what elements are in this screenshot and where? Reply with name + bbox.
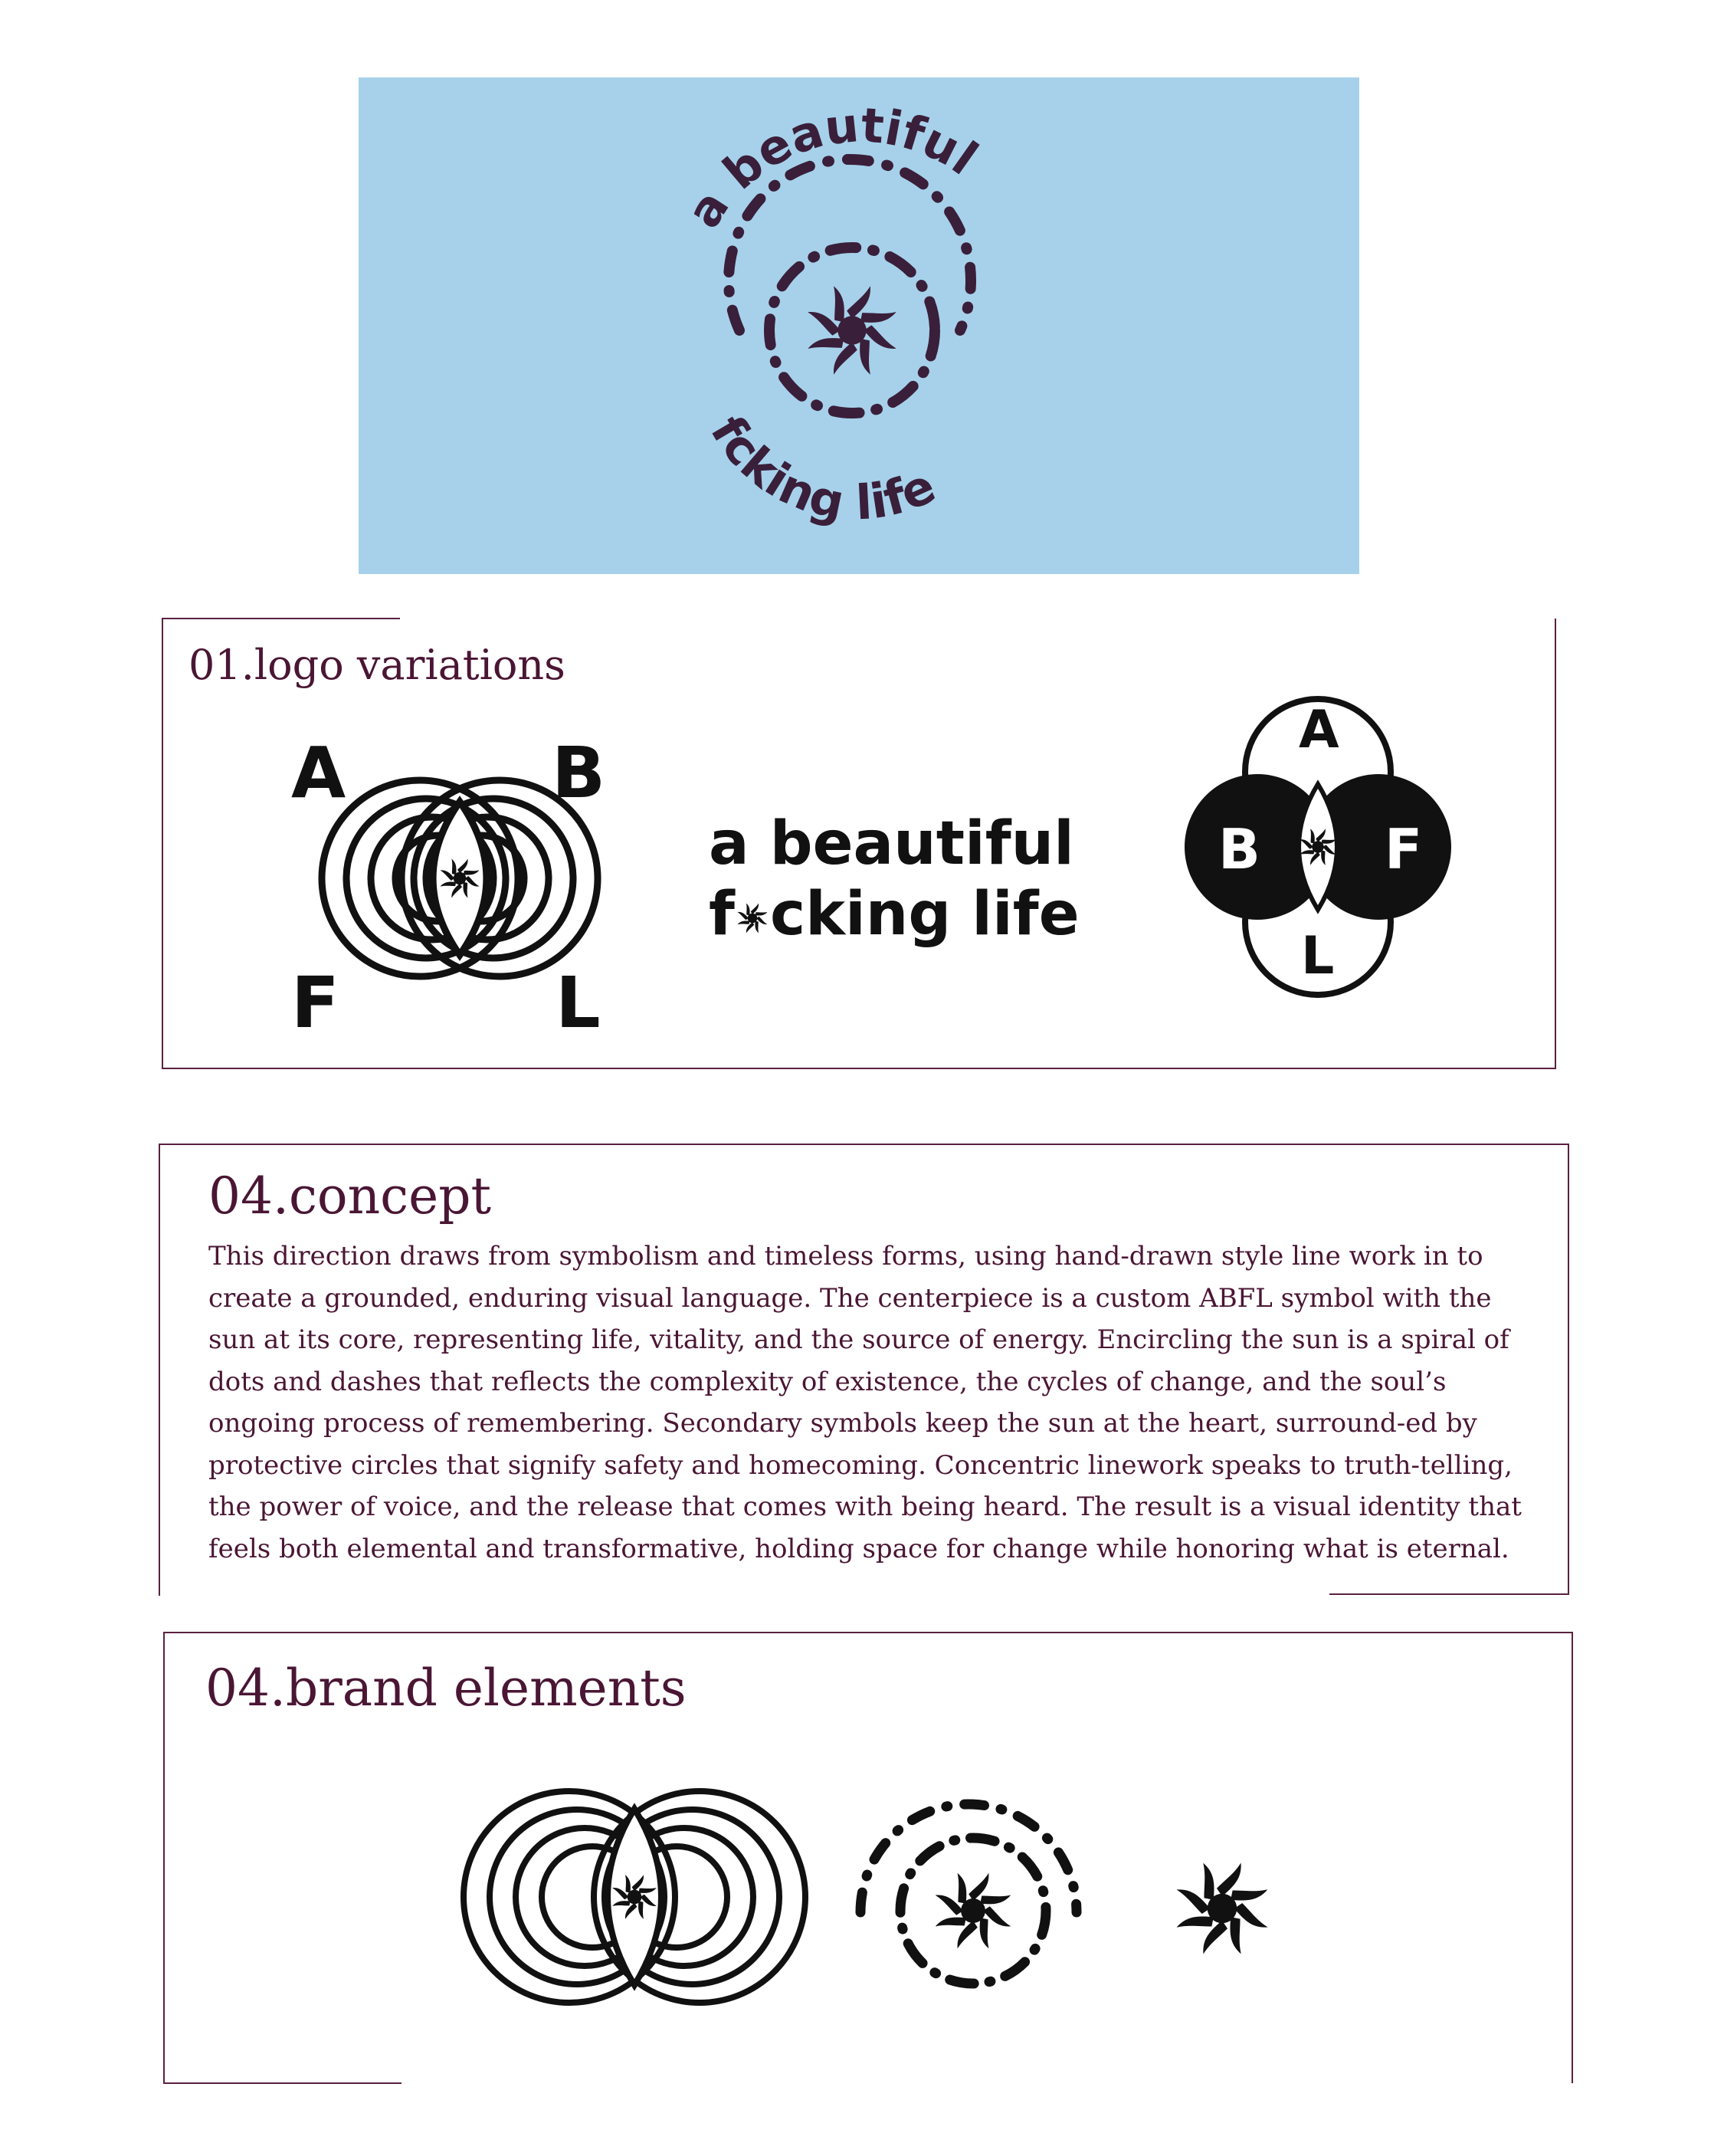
- hero-arc-top-text: a beautiful: [675, 97, 988, 238]
- monogram-letter-a: A: [291, 736, 346, 814]
- brand-element-sun-icon: [1168, 1855, 1276, 1962]
- badge-letter-a: A: [1299, 700, 1339, 760]
- brand-element-spiral: [847, 1782, 1092, 2012]
- wordmark-line2: [709, 879, 1138, 950]
- hero-logo: [359, 77, 1359, 574]
- badge-letter-f: F: [1385, 817, 1423, 881]
- hero-sun-icon: [808, 286, 896, 375]
- badge-letter-l: L: [1301, 926, 1335, 986]
- wordmark-sun-icon: [735, 898, 770, 939]
- concept-title: 04.concept: [208, 1167, 491, 1226]
- wordmark-line1: a beautiful: [709, 809, 1074, 878]
- hero-arc-bottom-text: fcking life: [700, 406, 944, 531]
- hero-spiral-icon: [729, 159, 971, 413]
- brand-element-circles: [458, 1786, 811, 2008]
- monogram-letter-f: F: [291, 962, 339, 1042]
- wordmark-logo: [709, 809, 1138, 950]
- brand-elements-title: 04.brand elements: [205, 1659, 687, 1718]
- monogram-logo: [291, 736, 628, 1042]
- monogram-letter-l: L: [556, 962, 601, 1042]
- badge-logo: [1184, 694, 1452, 1000]
- brand-element-spiral-sun-icon: [936, 1873, 1011, 1949]
- wordmark-f: f: [709, 880, 735, 949]
- wordmark-rest: cking life: [769, 880, 1080, 949]
- concept-body-text: This direction draws from symbolism and timeless forms, using hand-drawn style line work in to create a grounded, enduring visual language. The centerpiece is a custom ABFL symbol with the sun at its core, representing life, vitality, and the source of energy. Encircling the sun is a spiral of dots and dashes that reflects the complexity of existence, the cycles of change, and the soul’s ongoing process of remembering. Secondary symbols keep the sun at the heart, surround-ed by protective circles that signify safety and homecoming. Concentric linework speaks to truth-telling, the power of voice, and the release that comes with being heard. The result is a visual identity that feels both elemental and transformative, holding space for change while honoring what is eternal.: [208, 1241, 1522, 1564]
- monogram-letter-b: B: [552, 736, 606, 814]
- badge-letter-b: B: [1218, 817, 1260, 881]
- logo-variations-title: 01.logo variations: [188, 641, 565, 689]
- hero-banner: [359, 77, 1359, 574]
